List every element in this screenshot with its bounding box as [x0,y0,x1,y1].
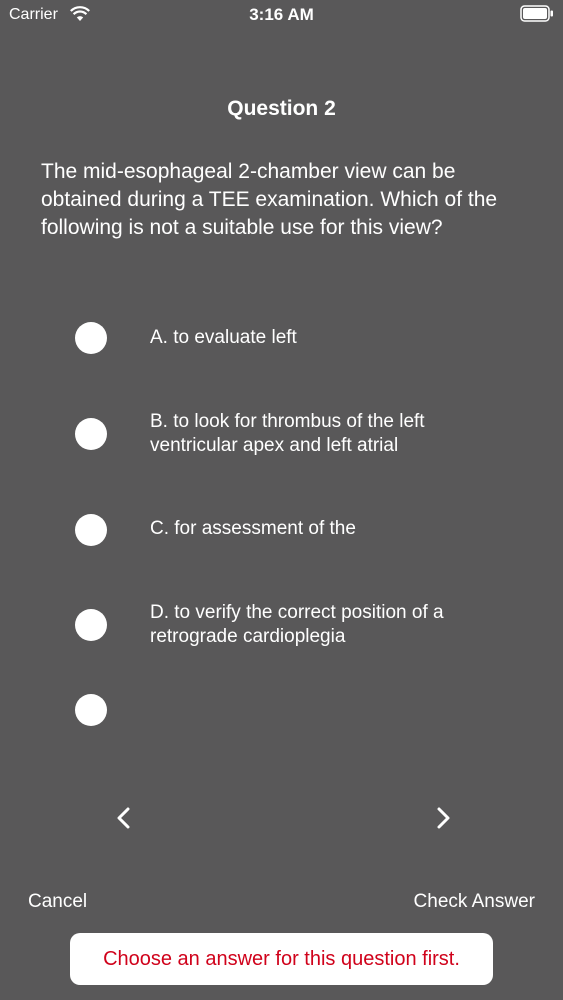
option-label-c: C. for assessment of the [150,518,356,539]
chevron-right-icon[interactable] [426,800,462,836]
radio-button-c[interactable] [75,514,107,546]
toast-message: Choose an answer for this question first. [70,933,493,985]
cancel-button[interactable]: Cancel [28,891,88,912]
question-title: Question 2 [227,97,336,120]
option-label-d: D. to verify the correct position of a retrograde cardioplegia [150,602,444,647]
radio-button-e[interactable] [75,694,107,726]
carrier-label: Carrier [9,6,58,23]
chevron-left-icon[interactable] [106,800,142,836]
radio-button-b[interactable] [75,418,107,450]
option-label-a: A. to evaluate left [150,327,297,348]
radio-button-a[interactable] [75,322,107,354]
status-bar [0,0,563,30]
radio-button-d[interactable] [75,609,107,641]
check-answer-button[interactable]: Check Answer [413,891,535,912]
clock-time: 3:16 AM [249,5,314,24]
battery-icon [520,5,554,22]
question-text: The mid-esophageal 2-chamber view can be obtained during a TEE examination. Which of the following is not a suitable use for this view? [41,160,498,239]
option-label-b: B. to look for thrombus of the left ventricular apex and left atrial [150,411,425,456]
